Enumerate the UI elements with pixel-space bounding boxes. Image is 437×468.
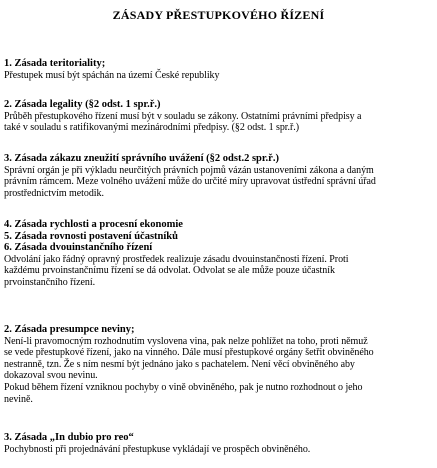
section-body — [4, 444, 433, 456]
body-line: také v souladu s ratifikovanými mezinárodními předpisy. (§2 odst. 1 spr.ř.) — [4, 122, 299, 134]
section-teritoriality — [4, 58, 433, 81]
body-line: Není-li pravomocným rozhodnutím vyslovena vina, pak nelze pohlížet na toho, proti němuž — [4, 335, 368, 347]
document-title: ZÁSADY PŘESTUPKOVÉHO ŘÍZENÍ — [112, 8, 325, 22]
body-line: nevině. — [4, 393, 33, 405]
section-heading: 6. Zásada dvouinstančního řízení — [4, 242, 153, 254]
body-line: prvoinstančního řízení. — [4, 276, 96, 288]
section-procedural-principles — [4, 219, 433, 289]
section-body — [4, 336, 433, 406]
section-heading: 2. Zásada legality (§2 odst. 1 spr.ř.) — [4, 99, 161, 110]
body-line: Pokud během řízení vzniknou pochyby o vině obviněného, pak je nutno rozhodnout o jeho — [4, 381, 363, 393]
body-line: dokazoval svou nevinu. — [4, 370, 98, 382]
section-body — [4, 254, 433, 289]
section-heading: 5. Zásada rovnosti postavení účastníků — [4, 230, 178, 242]
section-heading: 3. Zásada „In dubio pro reo“ — [4, 432, 134, 443]
section-discretion — [4, 153, 433, 199]
body-line: Odvolání jako řádný opravný prostředek realizuje zásadu dvouinstančnosti řízení. Proti — [4, 253, 349, 265]
section-legality — [4, 99, 433, 134]
body-line: právním rámcem. Meze volného uvážení může do určité míry upravovat ústřední správní úřad — [4, 176, 376, 188]
body-line: se vede přestupkové řízení, jako na vinného. Dále musí přestupkové orgány šetřit obviněného — [4, 347, 374, 359]
body-line: prostřednictvím metodik. — [4, 187, 104, 199]
section-heading: 2. Zásada presumpce neviny; — [4, 324, 135, 335]
body-line: každému prvoinstančnímu řízení se dá odvolat. Odvolat se ale může pouze účastník — [4, 265, 335, 277]
body-line: Přestupek musí být spáchán na území České republiky — [4, 69, 220, 81]
body-line: Průběh přestupkového řízení musí být v souladu se zákony. Ostatními právními předpisy a — [4, 110, 362, 122]
section-heading: 4. Zásada rychlosti a procesní ekonomie — [4, 219, 183, 230]
section-heading: 3. Zásada zákazu zneužití správního uvážení (§2 odst.2 spr.ř.) — [4, 153, 279, 164]
body-line: Správní orgán je při výkladu neurčitých právních pojmů vázán ustanoveními zákona a daným — [4, 164, 374, 176]
section-body — [4, 111, 433, 134]
body-line: Pochybnosti při projednávání přestupkuse vykládají ve prospěch obviněného. — [4, 443, 311, 455]
section-heading: 1. Zásada teritoriality; — [4, 58, 106, 69]
section-body — [4, 70, 433, 82]
body-line: nestranně, tzn. Že s ním nesmí být jednáno jako s pachatelem. Není věcí obviněného aby — [4, 358, 355, 370]
section-in-dubio-pro-reo — [4, 432, 433, 455]
section-presumption-innocence — [4, 324, 433, 405]
section-body — [4, 165, 433, 200]
